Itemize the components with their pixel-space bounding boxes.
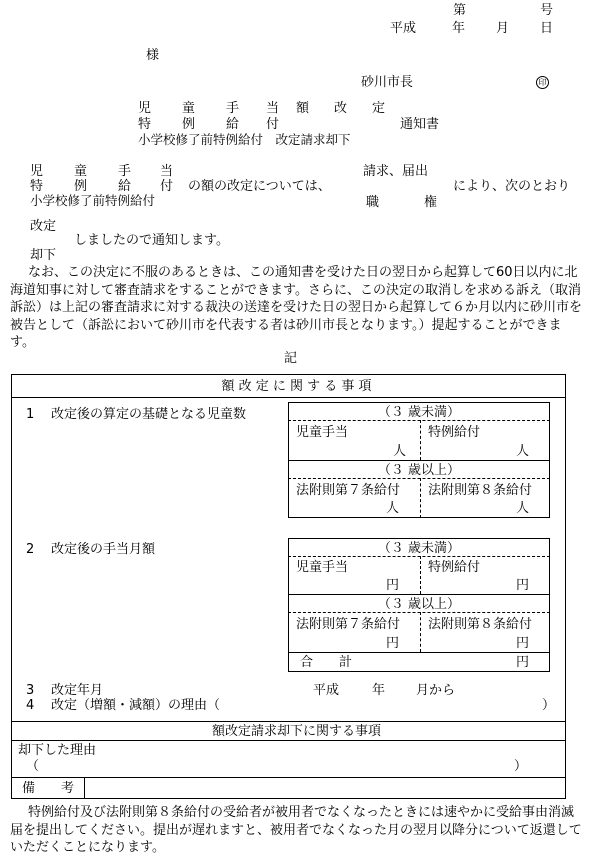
title-row2-c1: 例 (182, 117, 196, 132)
number-dai: 第 (453, 3, 467, 18)
section2-header: 額改定請求却下に関する事項 (211, 724, 381, 739)
title-row2-c3: 付 (266, 117, 280, 132)
seal-mark: 印 (536, 76, 549, 89)
number-go: 号 (540, 3, 554, 18)
ki-mark: 記 (284, 351, 298, 366)
count-art7-unit: 人 (386, 501, 400, 516)
count-over3-label: （３ 歳以上） (377, 463, 461, 478)
amount-total-unit: 円 (516, 655, 530, 670)
addressee-suffix: 様 (146, 48, 160, 63)
notice-req2-c0: 職 (366, 195, 380, 210)
count-special-benefit-label: 特例給付 (428, 425, 481, 440)
remarks-label: 備 考 (22, 781, 75, 796)
notice-opt1-c2: 手 (118, 164, 132, 179)
notice-mid: の額の改定については、 (188, 179, 331, 194)
notice-opt1-c1: 童 (74, 164, 88, 179)
title-row1-c0: 児 (138, 101, 152, 116)
item4-label: 改定（増額・減額）の理由（ (51, 698, 221, 713)
issuer-name: 砂川市長 (361, 75, 414, 90)
amount-under3-label: （３ 歳未満） (377, 541, 461, 556)
notice-opt1-c3: 当 (160, 164, 174, 179)
count-under3-label: （３ 歳未満） (377, 405, 461, 420)
amount-art7-unit: 円 (386, 636, 400, 651)
amount-over3-label: （３ 歳以上） (377, 597, 461, 612)
item3-month: 月から (416, 683, 456, 698)
notice-req1: 請求、届出 (363, 164, 429, 179)
appeal-paragraph: なお、この決定に不服のあるときは、この通知書を受けた日の翌日から起算して60日以内に北海道知事に対して審査請求をすることができます。さらに、この決定の取消しを求める訴え（取消訴訟）は上記の審査請求に対する裁決の送達を受けた日の翌日から起算して６か月以内に砂川市を被告として（訴訟において砂川市を代表する者は砂川市長となります。）提起することができます。 (10, 265, 583, 350)
amount-total-label: 合 計 (300, 655, 353, 670)
amount-child-allowance-unit: 円 (386, 578, 400, 593)
amount-art8-label: 法附則第８条給付 (428, 617, 533, 632)
section1-header-divider (11, 397, 566, 398)
item3-label: 改定年月 (51, 683, 104, 698)
title-suffix: 通知書 (400, 117, 440, 132)
title-row2-c2: 給 (226, 117, 240, 132)
notice-opt2-c2: 給 (118, 179, 132, 194)
section1-header: 額 改 定 に 関 す る 事 項 (221, 379, 372, 394)
notice-act1: 改定 (30, 219, 57, 234)
count-child-allowance-label: 児童手当 (296, 425, 349, 440)
reject-reason-open: （ (26, 759, 40, 774)
notice-opt2-c1: 例 (74, 179, 88, 194)
amount-art7-label: 法附則第７条給付 (296, 617, 401, 632)
notice-req2-c1: 権 (424, 195, 438, 210)
notice-act-tail: しましたので通知します。 (74, 233, 229, 248)
title-row3: 小学校修了前特例給付 改定請求却下 (138, 132, 351, 147)
reject-reason-label: 却下した理由 (18, 743, 97, 758)
reject-reason-close: ） (514, 759, 528, 774)
title-row2-c0: 特 (138, 117, 152, 132)
date-era: 平成 (390, 21, 417, 36)
title-row1-c5: 改 (334, 101, 348, 116)
notice-opt2-c0: 特 (30, 179, 44, 194)
amount-child-allowance-label: 児童手当 (296, 560, 349, 575)
date-month: 月 (496, 21, 510, 36)
count-art8-label: 法附則第８条給付 (428, 483, 533, 498)
item3-era: 平成 (313, 683, 340, 698)
amount-special-benefit-unit: 円 (516, 578, 530, 593)
date-day: 日 (540, 21, 554, 36)
item2-number: 2 (26, 542, 35, 557)
footer-note: 特例給付及び法附則第８条給付の受給者が被用者でなくなったときには速やかに受給事由消滅届を提出してください。提出が遅れますと、被用者でなくなった月の翌月以降分について返還していただくことになります。 (10, 805, 582, 855)
item2-label: 改定後の手当月額 (51, 542, 156, 557)
item1-label: 改定後の算定の基礎となる児童数 (51, 407, 247, 422)
count-child-allowance-unit: 人 (393, 444, 407, 459)
amount-art8-unit: 円 (516, 636, 530, 651)
notice-opt3: 小学校修了前特例給付 (30, 193, 156, 208)
notice-act2: 却下 (30, 248, 57, 263)
item4-number: 4 (26, 698, 35, 713)
title-row1-c1: 童 (182, 101, 196, 116)
title-row1-c3: 当 (266, 101, 280, 116)
count-art7-label: 法附則第７条給付 (296, 483, 401, 498)
amount-special-benefit-label: 特例給付 (428, 560, 481, 575)
title-row1-c4: 額 (296, 101, 310, 116)
notice-opt1-c0: 児 (30, 164, 44, 179)
count-special-benefit-unit: 人 (516, 444, 530, 459)
title-row1-c2: 手 (226, 101, 240, 116)
item3-number: 3 (26, 683, 35, 698)
date-year: 年 (452, 21, 466, 36)
count-art8-unit: 人 (516, 501, 530, 516)
title-row1-c6: 定 (372, 101, 386, 116)
item3-year: 年 (372, 683, 386, 698)
notice-tail: により、次のとおり (453, 179, 571, 194)
notice-opt2-c3: 付 (160, 179, 174, 194)
item4-close: ） (542, 698, 556, 713)
item1-number: 1 (26, 407, 35, 422)
